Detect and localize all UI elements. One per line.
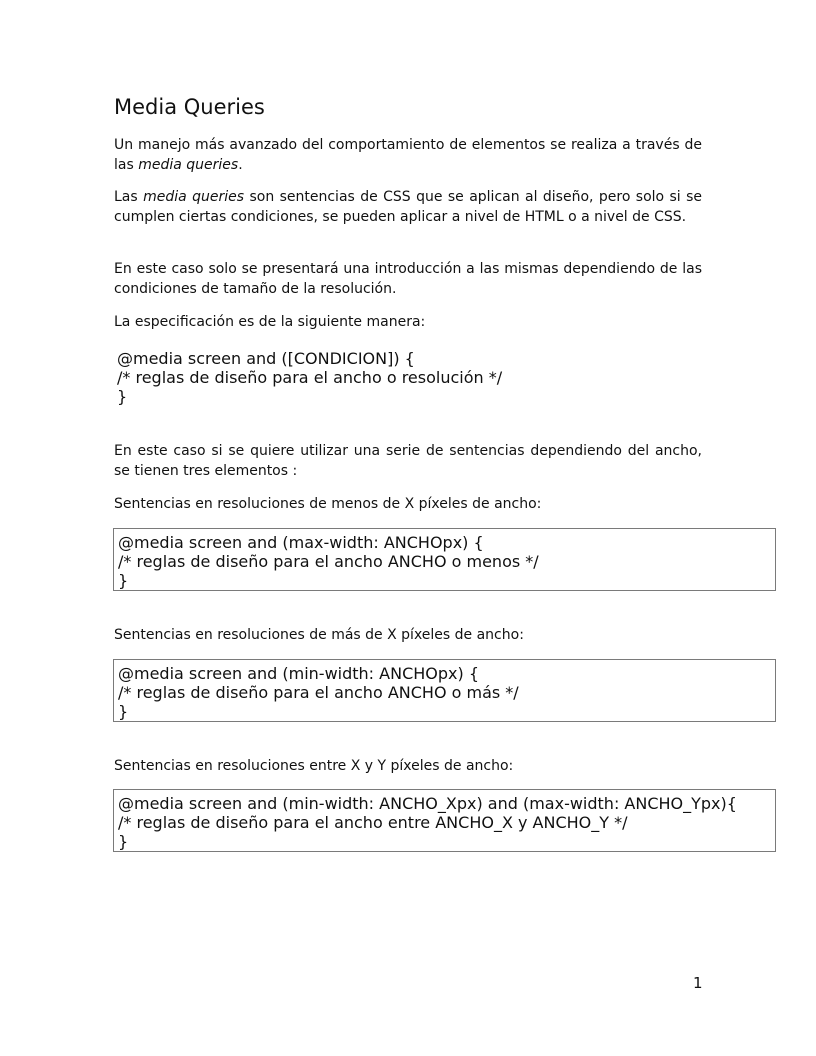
code-line: @media screen and (min-width: ANCHOpx) { — [118, 664, 479, 683]
page-title: Media Queries — [114, 95, 265, 119]
elements-paragraph: En este caso si se quiere utilizar una serie de sentencias dependiendo del ancho, se tienen tres elementos : — [114, 443, 702, 479]
scope-paragraph: En este caso solo se presentará una introducción a las mismas dependiendo de las condiciones de tamaño de la resolución. — [114, 261, 702, 297]
code-line: } — [117, 387, 128, 406]
specification-paragraph: La especificación es de la siguiente manera: — [114, 314, 426, 330]
page-number: 1 — [693, 974, 703, 992]
code-line: /* reglas de diseño para el ancho o resolución */ — [117, 368, 503, 387]
intro-emphasis: media queries — [138, 157, 239, 173]
definition-emphasis: media queries — [143, 189, 245, 205]
section-label-max-width: Sentencias en resoluciones de menos de X píxeles de ancho: — [114, 496, 542, 512]
definition-text: Las — [114, 189, 144, 205]
code-box-range — [113, 789, 776, 852]
code-box-min-width — [113, 659, 776, 722]
code-line: } — [118, 832, 129, 851]
section-label-min-width: Sentencias en resoluciones de más de X píxeles de ancho: — [114, 627, 524, 643]
code-line: /* reglas de diseño para el ancho entre ANCHO_X y ANCHO_Y */ — [118, 813, 628, 832]
intro-paragraph — [114, 135, 702, 175]
code-line: } — [118, 702, 129, 721]
definition-paragraph — [114, 187, 702, 227]
definition-text-end: son sentencias de CSS que se aplican al diseño, pero solo si se cumplen ciertas condiciones, se pueden aplicar a nivel de HTML o a nivel de CSS. — [114, 189, 703, 225]
intro-text-end: . — [238, 157, 243, 173]
code-line: /* reglas de diseño para el ancho ANCHO o más */ — [118, 683, 519, 702]
section-label-range: Sentencias en resoluciones entre X y Y píxeles de ancho: — [114, 758, 514, 774]
code-box-max-width — [113, 528, 776, 591]
code-line: /* reglas de diseño para el ancho ANCHO o menos */ — [118, 552, 539, 571]
specification-code — [117, 349, 502, 406]
intro-text: Un manejo más avanzado del comportamiento de elementos se realiza a través de las — [114, 137, 702, 173]
code-line: @media screen and (min-width: ANCHO_Xpx) and (max-width: ANCHO_Ypx){ — [118, 794, 737, 813]
code-line: @media screen and ([CONDICION]) { — [117, 349, 415, 368]
code-line: @media screen and (max-width: ANCHOpx) { — [118, 533, 484, 552]
code-line: } — [118, 571, 129, 590]
